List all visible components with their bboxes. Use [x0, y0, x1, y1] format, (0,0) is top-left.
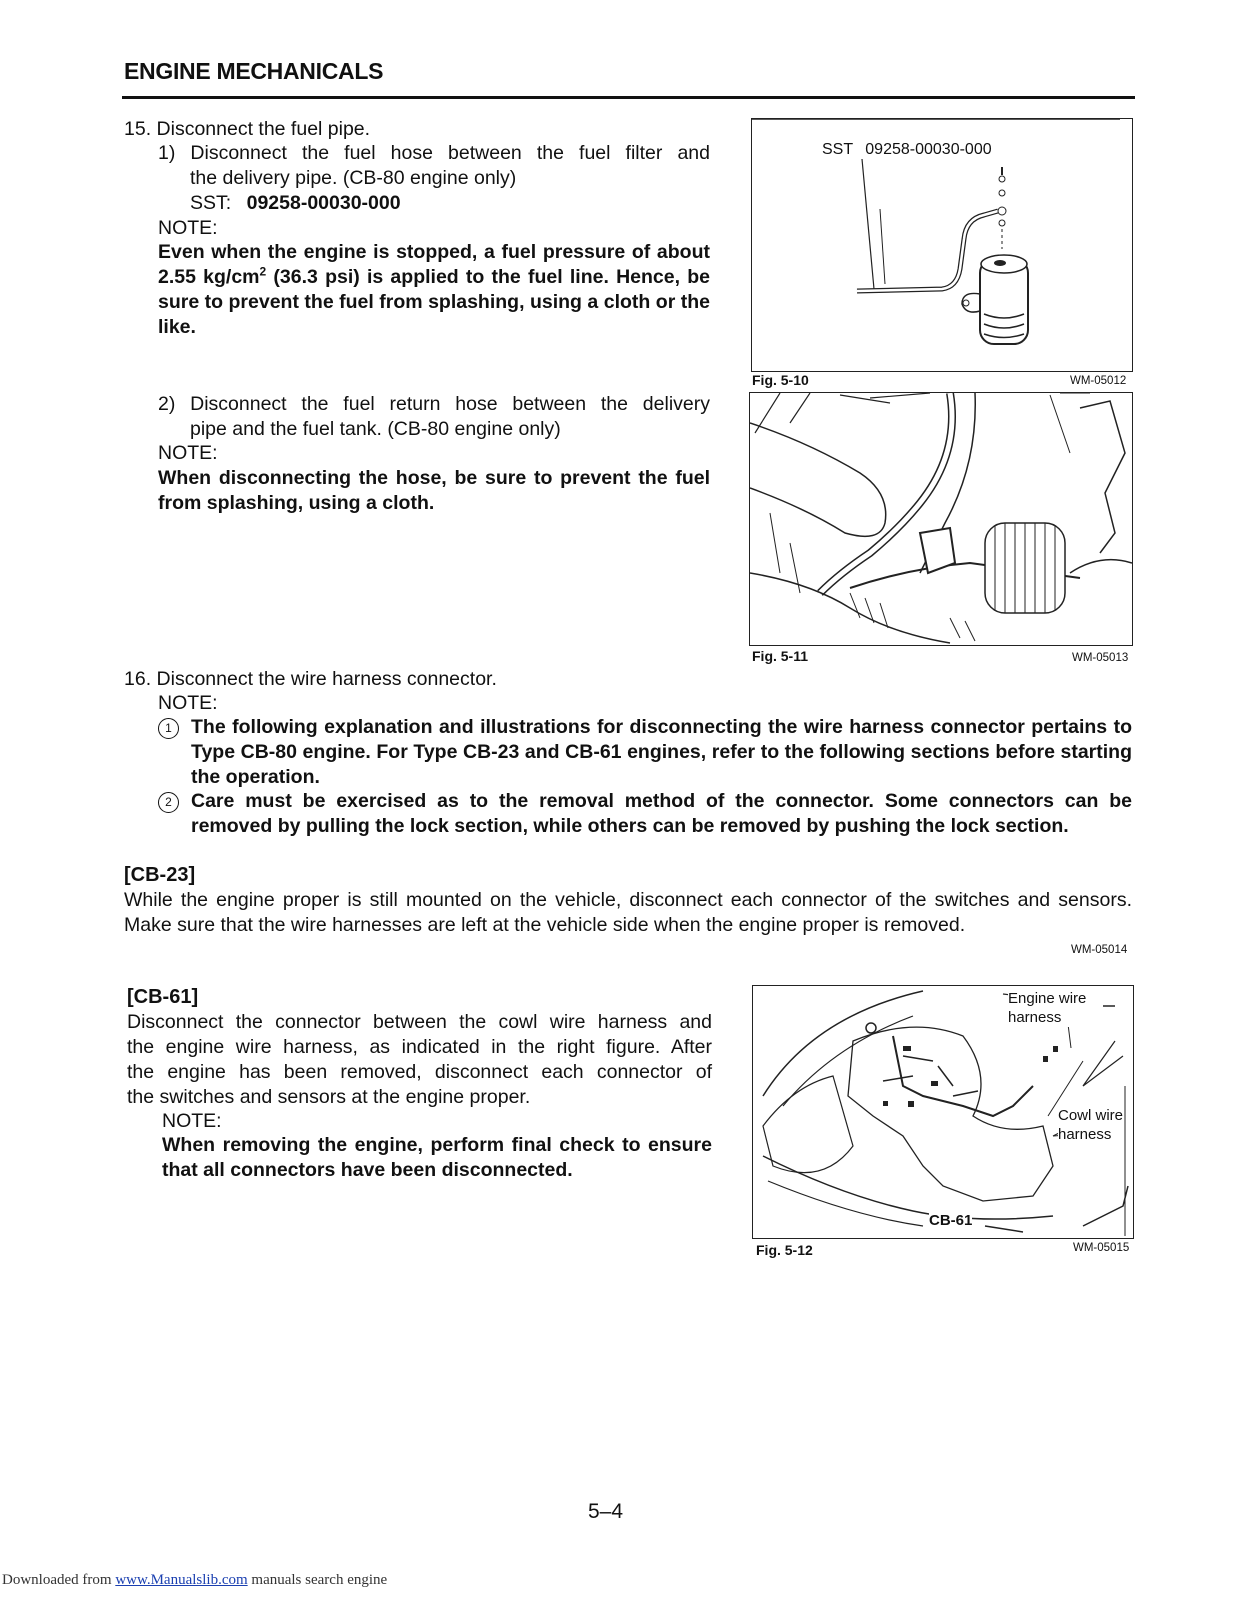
sst-label: SST: [190, 192, 232, 214]
step-15-1-line1: 1) Disconnect the fuel hose between the fuel filter and [158, 142, 710, 164]
note-item-1-text: The following explanation and illustrations for disconnecting the wire harness connector pertains to Type CB-80 engine. For Type CB-23 and CB-61 engines, refer to the following sections before starting the operation. [191, 716, 1132, 788]
cb23-heading: [CB-23] [124, 864, 196, 886]
fig-5-11-label: Fig. 5-11 [752, 648, 809, 664]
cb23-text: While the engine proper is still mounted on the vehicle, disconnect each connector of the switches and sensors. Make sure that the wire harnesses are left at the vehicle side when the engine proper is removed. [124, 889, 1132, 936]
fig-5-11-code: WM-05013 [1072, 652, 1129, 664]
figure-5-12 [752, 985, 1134, 1239]
note-item-1-marker [158, 718, 179, 739]
step-15-title: 15. Disconnect the fuel pipe. [124, 118, 371, 140]
engine-wire-harness-callout [1008, 989, 1086, 1027]
note-item-2-marker [158, 792, 179, 813]
step-15-2-note-label: NOTE: [158, 442, 218, 464]
note-line: sure to prevent the fuel from splashing, using a cloth or the [158, 291, 710, 313]
page-header-title: ENGINE MECHANICALS [124, 58, 384, 84]
fuel-return-hose-illustration [750, 393, 1132, 645]
note-pressure-rest: (36.3 psi) is applied to the fuel line. Hence, be [266, 266, 710, 288]
cb61-line: the engine wire harness, as indicated in the right figure. After [127, 1036, 712, 1058]
note-line: like. [158, 316, 196, 338]
manualslib-link[interactable]: www.Manualslib.com [115, 1572, 248, 1588]
cb61-text [127, 1010, 712, 1110]
fig-5-12-label: Fig. 5-12 [756, 1242, 813, 1258]
fig-sst-callout [822, 141, 992, 159]
figure-5-11 [749, 392, 1133, 646]
note-pressure: 2.55 kg/cm [158, 266, 260, 288]
header-rule [122, 96, 1135, 99]
step-15-sst [190, 191, 401, 216]
page-number: 5–4 [588, 1500, 624, 1523]
sst-value: 09258-00030-000 [246, 192, 401, 214]
note-line: Even when the engine is stopped, a fuel pressure of about [158, 241, 710, 263]
cb61-model-label: CB-61 [929, 1212, 973, 1229]
footer-suffix: manuals search engine [247, 1572, 388, 1588]
cb61-line: the switches and sensors at the engine proper. [127, 1086, 531, 1108]
cb61-line: Disconnect the connector between the cowl wire harness and [127, 1011, 712, 1033]
step-15-2-note [158, 466, 710, 516]
step-16-title: 16. Disconnect the wire harness connector. [124, 668, 497, 690]
fig-5-10-label: Fig. 5-10 [752, 372, 809, 388]
cb61-note-label: NOTE: [162, 1110, 222, 1132]
circled-number: 1 [158, 718, 179, 739]
note-item-2-text: Care must be exercised as to the removal method of the connector. Some connectors can be removed by pulling the lock section, while others can be removed by pushing the lock section. [191, 790, 1132, 837]
step-15-1-note [158, 240, 710, 340]
cb23-code: WM-05014 [1071, 944, 1128, 956]
step-16-note-label: NOTE: [158, 692, 218, 714]
callout-line: harness [1008, 1009, 1062, 1026]
fig-sst-label: SST [822, 141, 853, 158]
step-15-2-line2: pipe and the fuel tank. (CB-80 engine only) [190, 418, 561, 440]
fig-5-12-code: WM-05015 [1073, 1242, 1130, 1254]
note-superscript: 2 [259, 264, 267, 279]
circled-number: 2 [158, 792, 179, 813]
download-footer [2, 1572, 387, 1589]
note-line: When removing the engine, perform final check to ensure [162, 1134, 712, 1156]
step-15-2-line1: 2) Disconnect the fuel return hose between the delivery [158, 393, 710, 415]
cb61-note [162, 1133, 712, 1183]
fig-sst-value: 09258-00030-000 [865, 141, 992, 158]
note-line: from splashing, using a cloth. [158, 492, 435, 514]
step-15-1-line2: the delivery pipe. (CB-80 engine only) [190, 167, 517, 189]
footer-prefix: Downloaded from [2, 1572, 116, 1588]
step-15-1-note-label: NOTE: [158, 217, 218, 239]
callout-line: Cowl wire [1058, 1107, 1124, 1124]
callout-line: Engine wire [1008, 990, 1087, 1007]
cowl-wire-harness-callout [1058, 1106, 1123, 1144]
cb61-heading: [CB-61] [127, 986, 199, 1008]
note-line [158, 265, 710, 290]
figure-5-10 [751, 118, 1133, 372]
note-line: that all connectors have been disconnected. [162, 1159, 573, 1181]
note-line: When disconnecting the hose, be sure to prevent the fuel [158, 467, 710, 489]
fig-5-10-code: WM-05012 [1070, 375, 1127, 387]
cb61-line: the engine has been removed, disconnect each connector of [127, 1061, 712, 1083]
callout-line: harness [1058, 1126, 1112, 1143]
